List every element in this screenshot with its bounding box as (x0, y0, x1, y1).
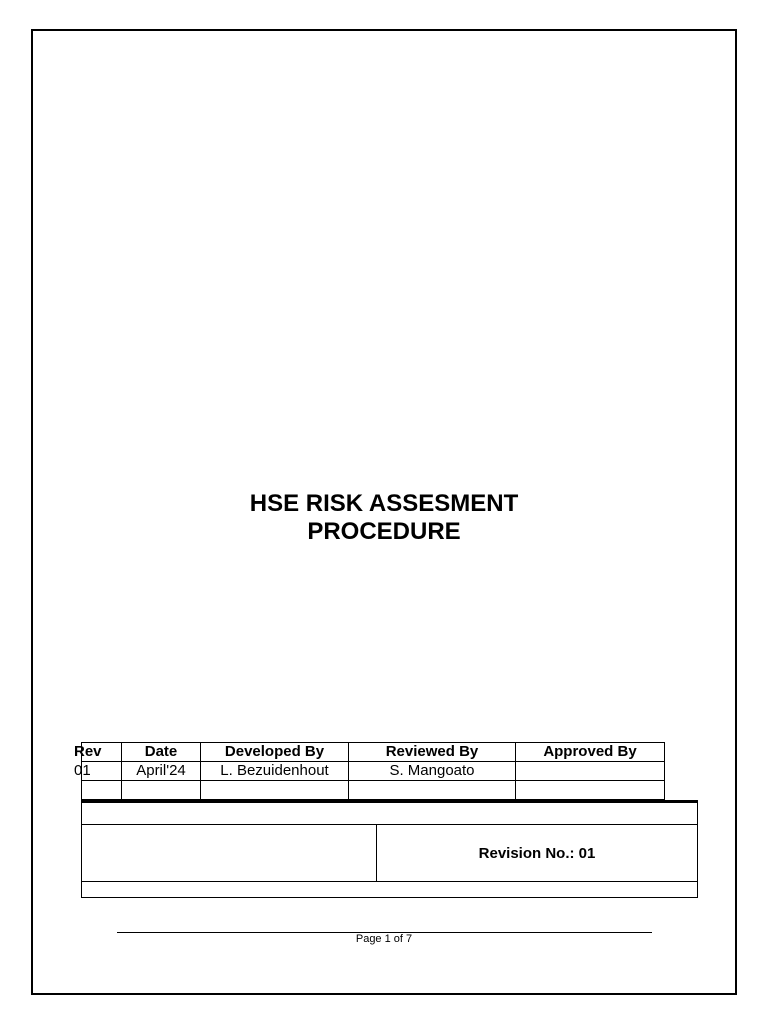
revision-history-table (74, 742, 665, 800)
cell-reviewed-by: S. Mangoato (349, 762, 516, 781)
document-title (0, 490, 768, 546)
header-developed-by: Developed By (201, 743, 349, 762)
cell-rev (82, 781, 122, 800)
cell-date (122, 781, 201, 800)
cell-developed-by: L. Bezuidenhout (201, 762, 349, 781)
revision-number-label: Revision No.: 01 (478, 844, 596, 862)
header-rev: Rev (82, 743, 122, 762)
cell-reviewed-by (349, 781, 516, 800)
header-approved-by: Approved By (516, 743, 665, 762)
cell-developed-by (201, 781, 349, 800)
cell-date: April'24 (122, 762, 201, 781)
document-title-line-1: HSE RISK ASSESMENT (249, 490, 519, 517)
header-reviewed-by: Reviewed By (349, 743, 516, 762)
header-date: Date (122, 743, 201, 762)
cell-approved-by (516, 762, 665, 781)
table-row (82, 762, 665, 781)
info-box-left-cell (82, 825, 377, 881)
table-header-row (82, 743, 665, 762)
cell-approved-by (516, 781, 665, 800)
page-number: Page 1 of 7 (355, 933, 413, 945)
document-title-line-2: PROCEDURE (307, 518, 461, 545)
table-row (82, 781, 665, 800)
info-box-top-row (82, 803, 697, 825)
info-box-middle-row (82, 825, 697, 882)
document-info-box (81, 800, 698, 898)
cell-rev: 01 (82, 762, 122, 781)
